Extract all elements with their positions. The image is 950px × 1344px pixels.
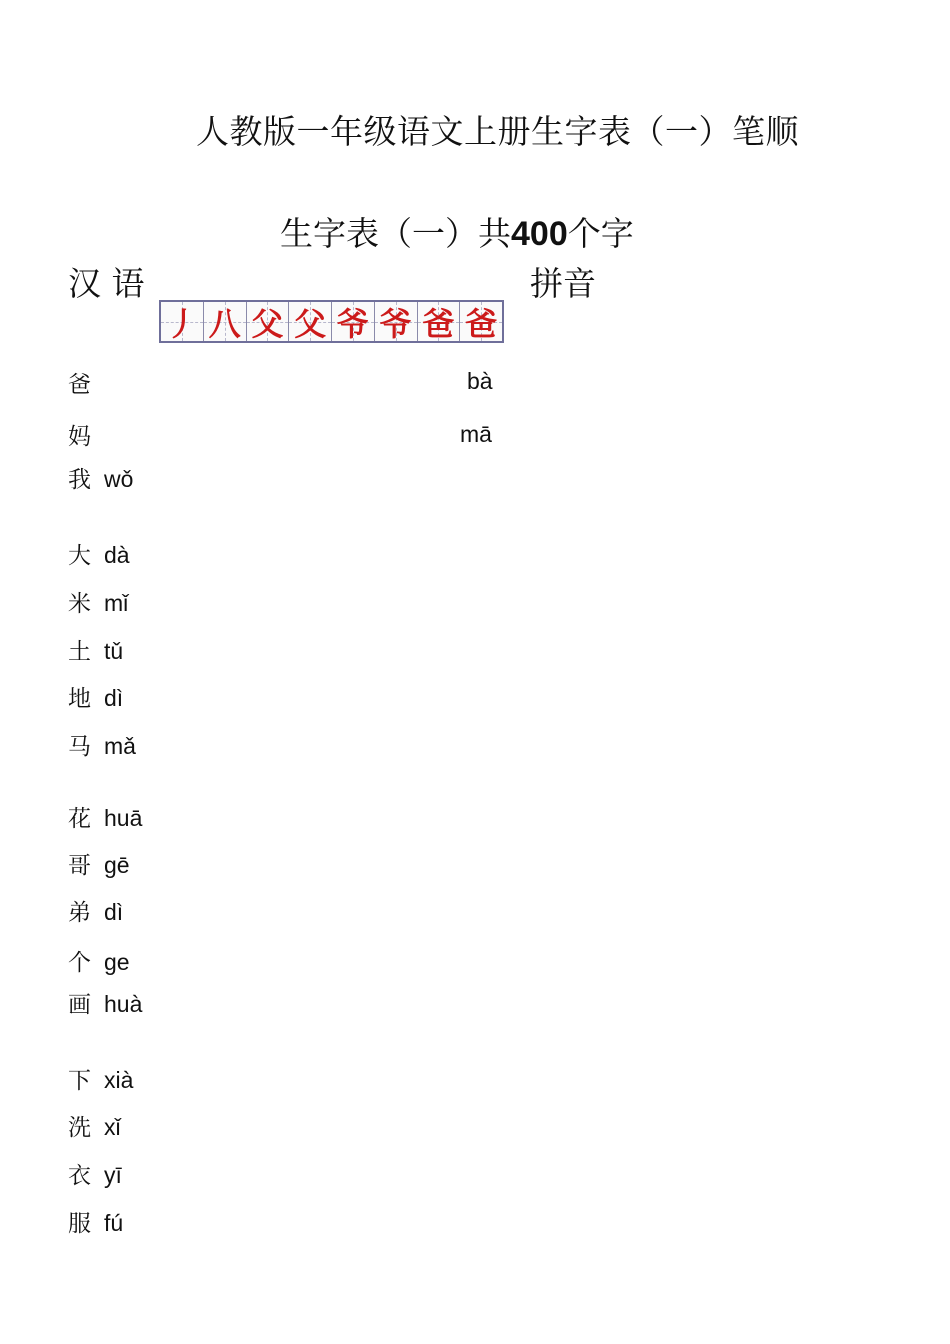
header-pinyin: 拼音 xyxy=(530,264,596,303)
vocab-row xyxy=(68,366,104,399)
pinyin: dì xyxy=(104,685,124,711)
stroke-glyph: 爷 xyxy=(336,304,369,341)
hanzi: 画 xyxy=(68,992,91,1018)
pinyin: gē xyxy=(104,852,130,878)
vocab-row xyxy=(68,585,128,618)
vocab-row xyxy=(68,728,136,761)
subtitle xyxy=(280,208,634,255)
page-title: 人教版一年级语文上册生字表（一）笔顺 xyxy=(196,112,799,151)
hanzi: 弟 xyxy=(68,900,91,926)
vocab-row xyxy=(68,537,130,570)
stroke-glyph: 父 xyxy=(251,304,284,341)
stroke-step xyxy=(289,302,332,341)
pinyin: mǎ xyxy=(104,733,136,759)
stroke-step xyxy=(332,302,375,341)
hanzi: 个 xyxy=(68,950,91,976)
stroke-glyph: 爸 xyxy=(422,304,455,341)
pinyin: bà xyxy=(467,368,493,394)
pinyin: mǐ xyxy=(104,590,129,616)
stroke-step xyxy=(161,302,204,341)
pinyin: dì xyxy=(104,899,124,925)
stroke-glyph: 父 xyxy=(294,304,327,341)
hanzi: 爸 xyxy=(68,372,91,398)
vocab-row xyxy=(68,680,123,713)
hanzi: 米 xyxy=(68,591,91,617)
vocab-row xyxy=(68,1062,133,1095)
hanzi: 地 xyxy=(68,686,91,712)
vocab-row xyxy=(68,800,142,833)
hanzi: 下 xyxy=(68,1068,91,1094)
hanzi: 洗 xyxy=(68,1115,91,1141)
pinyin: ge xyxy=(104,949,130,975)
hanzi: 衣 xyxy=(68,1163,91,1189)
pinyin: huā xyxy=(104,805,143,831)
character-count: 400 xyxy=(511,215,568,253)
vocab-row xyxy=(68,847,130,880)
vocab-row xyxy=(68,894,123,927)
pinyin: xǐ xyxy=(104,1114,121,1140)
header-hanyu: 汉 语 xyxy=(68,264,145,303)
vocab-row xyxy=(68,1205,123,1238)
hanzi: 土 xyxy=(68,639,91,665)
vocab-row xyxy=(68,1109,121,1142)
hanzi: 服 xyxy=(68,1211,91,1237)
pinyin: huà xyxy=(104,991,143,1017)
stroke-glyph: 丿 xyxy=(165,304,198,341)
hanzi: 哥 xyxy=(68,853,91,879)
stroke-step xyxy=(204,302,247,341)
stroke-order-strip xyxy=(159,300,504,343)
hanzi: 花 xyxy=(68,806,91,832)
vocab-row xyxy=(68,461,133,494)
pinyin: tǔ xyxy=(104,638,124,664)
vocab-row xyxy=(68,633,123,666)
pinyin: fú xyxy=(104,1210,124,1236)
hanzi: 妈 xyxy=(68,424,91,450)
subtitle-suffix: 个字 xyxy=(567,214,634,253)
pinyin: mā xyxy=(460,421,492,447)
vocab-row xyxy=(68,418,104,451)
pinyin: yī xyxy=(104,1162,122,1188)
hanzi: 大 xyxy=(68,543,91,569)
stroke-glyph: 爸 xyxy=(465,304,498,341)
vocab-row xyxy=(68,986,142,1019)
hanzi: 马 xyxy=(68,734,91,760)
stroke-glyph: 八 xyxy=(208,304,241,341)
pinyin: wǒ xyxy=(104,466,134,492)
stroke-glyph: 爷 xyxy=(379,304,412,341)
vocab-row xyxy=(68,944,130,977)
pinyin: dà xyxy=(104,542,130,568)
subtitle-prefix: 生字表（一）共 xyxy=(280,214,511,253)
pinyin: xià xyxy=(104,1067,134,1093)
hanzi: 我 xyxy=(68,467,91,493)
stroke-step xyxy=(460,302,502,341)
vocab-row xyxy=(68,1157,122,1190)
stroke-step xyxy=(247,302,290,341)
stroke-step xyxy=(418,302,461,341)
stroke-step xyxy=(375,302,418,341)
